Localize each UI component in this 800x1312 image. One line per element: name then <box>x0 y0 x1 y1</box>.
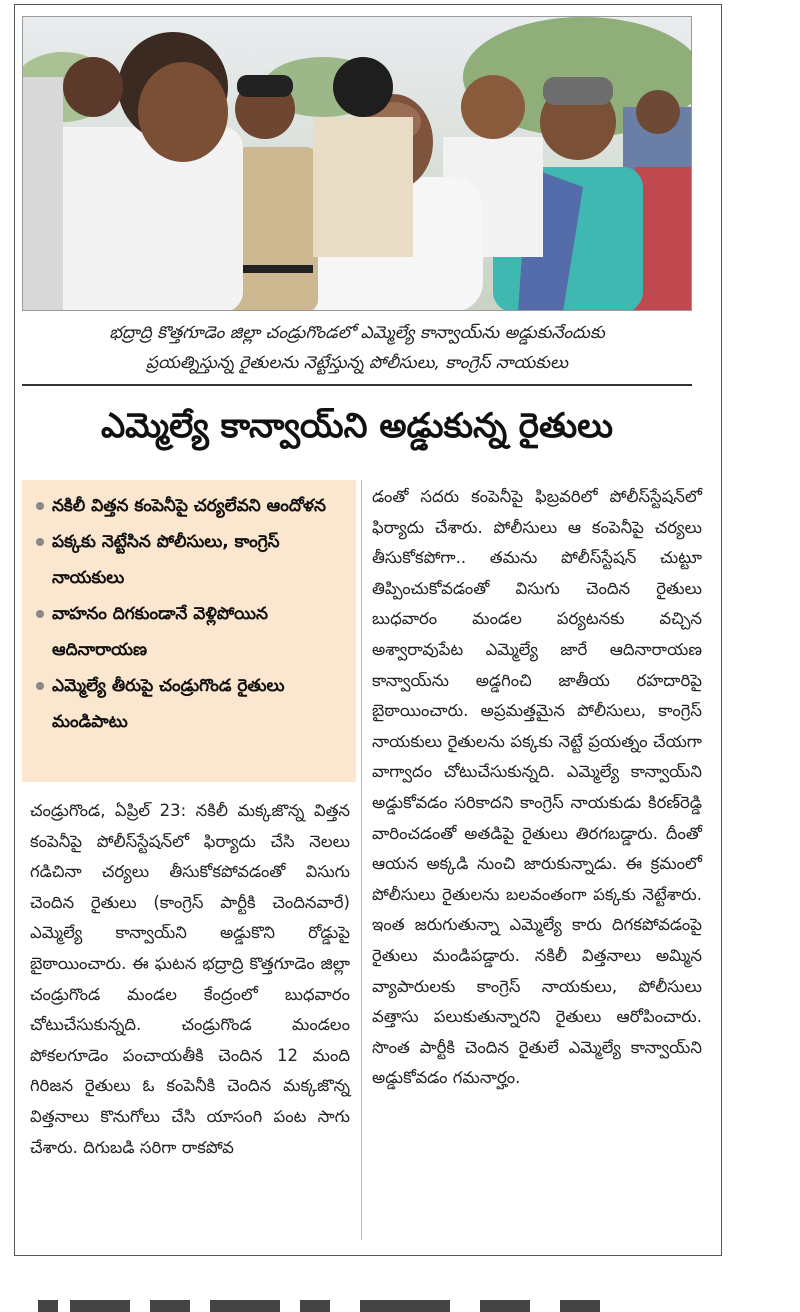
news-photo <box>22 16 692 311</box>
article-paragraph: చండ్రుగొండ, ఏప్రిల్ 23: నకిలీ మక్కజొన్న విత్తన కంపెనీపై పోలీస్‌స్టేషన్‌లో ఫిర్యాదు చేసి నెలలు గడిచినా చర్యలు తీసుకోకపోవడంతో విసుగు చెందిన రైతులు (కాంగ్రెస్ పార్టీకి చెందినవారే) ఎమ్మెల్యే కాన్వాయ్‌ని అడ్డుకొని రోడ్డుపై బైఠాయించారు. ఈ ఘటన భద్రాద్రి కొత్తగూడెం జిల్లా చండ్రుగొండ మండల కేంద్రంలో బుధవారం చోటుచేసుకున్నది. చండ్రుగొండ మండలం పోకలగూడెం పంచాయతీకి చెందిన 12 మంది గిరిజన రైతులు ఓ కంపెనీకి చెందిన మక్కజొన్న విత్తనాలు కొనుగోలు చేసి యాసంగి పంట సాగు చేశారు. దిగుబడి సరిగా రాకపోవ <box>30 801 350 1157</box>
news-photo-icon <box>23 17 692 311</box>
bullet-icon <box>36 538 44 546</box>
next-article-edge <box>0 1290 800 1312</box>
headline: ఎమ్మెల్యే కాన్వాయ్‌ని అడ్డుకున్న రైతులు <box>100 406 614 446</box>
highlight-item <box>34 488 346 524</box>
highlight-text: ఎమ్మెల్యే తీరుపై చండ్రుగొండ రైతులు మండిపాటు <box>52 676 285 732</box>
highlight-item <box>34 596 346 668</box>
highlights-box <box>22 480 356 782</box>
highlight-text: నకిలీ విత్తన కంపెనీపై చర్యలేవని ఆందోళన <box>52 496 326 516</box>
bullet-icon <box>36 610 44 618</box>
photo-caption <box>22 318 692 378</box>
caption-line-2: ప్రయత్నిస్తున్న రైతులను నెట్టేస్తున్న పోలీసులు, కాంగ్రెస్ నాయకులు <box>145 353 568 373</box>
bullet-icon <box>36 502 44 510</box>
column-separator <box>361 480 362 1240</box>
highlight-text: వాహనం దిగకుండానే వెళ్లిపోయిన ఆదినారాయణ <box>52 604 268 660</box>
highlight-text: పక్కకు నెట్టేసిన పోలీసులు, కాంగ్రెస్ నాయకులు <box>52 532 280 588</box>
article-body-right <box>372 482 702 1094</box>
article-paragraph: డంతో సదరు కంపెనీపై ఫిబ్రవరిలో పోలీస్‌స్టేషన్‌లో ఫిర్యాదు చేశారు. పోలీసులు ఆ కంపెనీపై చర్యలు తీసుకోకపోగా.. తమను పోలీస్‌స్టేషన్ చుట్టూ తిప్పించుకోవడంతో విసుగు చెందిన రైతులు బుధవారం మండల పర్యటనకు వచ్చిన అశ్వారావుపేట ఎమ్మెల్యే జారే ఆదినారాయణ కాన్వాయ్‌ను అడ్డగించి జాతీయ రహదారిపై బైఠాయించారు. అప్రమత్తమైన పోలీసులు, కాంగ్రెస్ నాయకులు రైతులను పక్కకు నెట్టే ప్రయత్నం చేయగా వాగ్వాదం చోటుచేసుకున్నది. ఎమ్మెల్యే కాన్వాయ్‌ని అడ్డుకోవడం సరికాదని కాంగ్రెస్ నాయకుడు కిరణ్‌రెడ్డి వారించడంతో అతడిపై రైతులు తిరగబడ్డారు. దీంతో ఆయన అక్కడి నుంచి జారుకున్నాడు. ఈ క్రమంలో పోలీసులు రైతులను బలవంతంగా పక్కకు నెట్టేశారు. ఇంత జరుగుతున్నా ఎమ్మెల్యే కారు దిగకపోవడంపై రైతులు మండిపడ్డారు. నకిలీ విత్తనాలు అమ్మిన వ్యాపారులకు కాంగ్రెస్ నాయకులు, పోలీసులు వత్తాసు పలుకుతున్నారని రైతులు ఆరోపించారు. సొంత పార్టీకి చెందిన రైతులే ఎమ్మెల్యే కాన్వాయ్‌ని అడ్డుకోవడం గమనార్హం. <box>372 487 702 1088</box>
caption-divider <box>22 384 692 386</box>
caption-line-1: భద్రాద్రి కొత్తగూడెం జిల్లా చండ్రుగొండలో ఎమ్మెల్యే కాన్వాయ్‌ను అడ్డుకునేందుకు <box>109 323 605 343</box>
highlight-item <box>34 668 346 740</box>
highlight-item <box>34 524 346 596</box>
article-body-left <box>30 796 350 1163</box>
bullet-icon <box>36 682 44 690</box>
